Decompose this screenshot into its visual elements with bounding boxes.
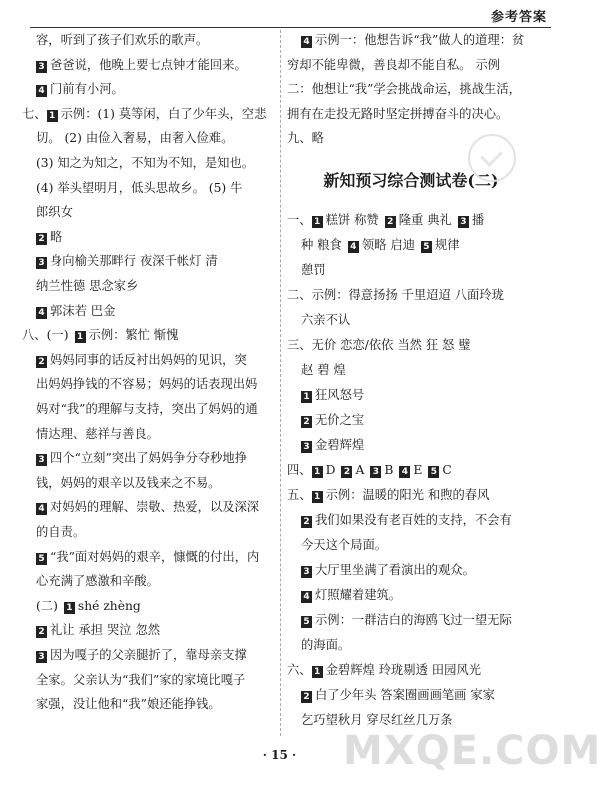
item-number-badge: 2 xyxy=(301,516,312,528)
answer-text: 钱，妈妈的艰辛以及钱来之不易。 xyxy=(36,475,221,490)
section-number: 五、 xyxy=(287,488,312,502)
item-number-badge: 2 xyxy=(36,356,47,368)
answer-text: 二：他想让“我”学会挑战命运，挑战生活， xyxy=(287,82,521,97)
answer-line xyxy=(22,227,280,247)
item-number-badge: 1 xyxy=(64,602,75,614)
answer-line xyxy=(22,276,280,296)
header-title: 参考答案 xyxy=(490,10,547,25)
section-number: 八、 xyxy=(22,328,47,343)
answer-text: 穷却不能卑微，善良却不能自私。 示例 xyxy=(287,57,500,72)
answer-text: 四个“立刻”突出了妈妈争分夺秒地挣 xyxy=(50,451,248,466)
answer-text: 略 xyxy=(50,229,63,244)
item-number-badge: 3 xyxy=(36,61,47,73)
answer-line xyxy=(287,435,535,455)
item-number-badge: 3 xyxy=(458,216,469,228)
answer-text: 身向榆关那畔行 夜深千帐灯 清 xyxy=(50,254,218,269)
answer-line xyxy=(287,585,535,605)
answer-text: 无价 恋恋/依依 当然 狂 怒 璧 xyxy=(311,338,471,352)
section-number: 三、 xyxy=(287,338,312,352)
section-number: 一、 xyxy=(287,213,312,227)
page-header xyxy=(30,0,551,28)
item-number-badge: 3 xyxy=(36,651,47,663)
answer-text: 白了少年头 答案圈画画笔画 家家 xyxy=(315,688,495,702)
answer-line xyxy=(287,360,535,380)
item-number-badge: 1 xyxy=(312,216,323,228)
answer-line xyxy=(22,670,280,690)
answer-text: (4) 举头望明月，低头思故乡。 (5) 牛 xyxy=(36,180,243,195)
answer-text: 我们如果没有老百姓的支持，不会有 xyxy=(315,513,512,527)
answer-text: 家强，没让他和“我”娘还能挣钱。 xyxy=(36,697,221,712)
answer-text: 憩罚 xyxy=(301,263,326,277)
answer-line xyxy=(22,301,280,321)
section-title: 新知预习综合测试卷(二) xyxy=(323,171,499,190)
answer-line xyxy=(22,128,280,148)
answer-line xyxy=(22,694,280,714)
answer-line xyxy=(22,153,280,173)
answer-text: 郎织女 xyxy=(36,205,73,220)
answer-line xyxy=(287,410,535,430)
item-number-badge: 3 xyxy=(36,257,47,269)
item-number-badge: 2 xyxy=(341,466,352,478)
answer-text: 对妈妈的理解、崇敬、热爱，以及深深 xyxy=(50,500,260,515)
answer-text: 示例一：他想告诉“我”做人的道理：贫 xyxy=(315,33,525,47)
answer-line xyxy=(22,645,280,665)
item-number-badge: 4 xyxy=(348,241,359,253)
item-number-badge: 4 xyxy=(301,36,312,48)
answer-line xyxy=(22,374,280,394)
answer-line xyxy=(287,30,535,50)
answer-line xyxy=(22,620,280,640)
item-number-badge: 4 xyxy=(36,307,47,319)
item-number-badge: 3 xyxy=(301,566,312,578)
answer-line xyxy=(22,30,280,50)
answer-text: 播 xyxy=(471,213,485,227)
item-number-badge: 1 xyxy=(312,466,323,478)
answer-line xyxy=(287,385,535,405)
answer-text: 妈对“我”的理解与支持，突出了妈妈的通 xyxy=(36,402,258,416)
answer-line xyxy=(287,104,535,124)
answer-text: 切。 (2) 由俭入奢易，由奢入俭难。 xyxy=(36,131,234,146)
answer-text: D xyxy=(325,463,336,477)
answer-text: 灯照耀着建筑。 xyxy=(315,588,402,602)
answer-line xyxy=(22,448,280,468)
answer-text: 乞巧望秋月 穿尽红丝几万条 xyxy=(301,713,453,727)
answer-text: (一) xyxy=(46,328,69,343)
answer-line xyxy=(287,710,535,730)
answer-text: 今天这个局面。 xyxy=(301,538,388,552)
answer-text: 金碧辉煌 玲珑剔透 田园风光 xyxy=(325,663,481,677)
section-number: 四、 xyxy=(287,463,312,477)
answer-text: 糕饼 称赞 xyxy=(325,213,379,227)
answer-line xyxy=(22,325,280,345)
answer-text: 隆重 典礼 xyxy=(398,213,452,227)
item-number-badge: 2 xyxy=(36,233,47,245)
answer-line xyxy=(287,660,535,680)
answer-text: A xyxy=(355,463,365,477)
answer-line xyxy=(22,424,280,444)
answer-text: 全家。父亲认为“我们”家的家境比嘎子 xyxy=(36,672,246,687)
answer-line xyxy=(22,522,280,542)
item-number-badge: 3 xyxy=(36,454,47,466)
answer-text: 赵 碧 煌 xyxy=(301,363,346,377)
answer-text: 情达理、慈祥与善良。 xyxy=(36,426,159,441)
item-number-badge: 4 xyxy=(36,503,47,515)
answer-text: C xyxy=(442,463,452,477)
item-number-badge: 3 xyxy=(301,441,312,453)
item-number-badge: 4 xyxy=(301,591,312,603)
answer-text: 狂风怒号 xyxy=(315,388,365,402)
answer-line xyxy=(287,460,535,480)
item-number-badge: 3 xyxy=(370,466,381,478)
answer-line xyxy=(22,596,280,616)
answer-text: 出妈妈挣钱的不容易；妈妈的话表现出妈 xyxy=(36,377,258,392)
answer-text: 示例：(1) 莫等闲，白了少年头，空悲 xyxy=(60,106,267,121)
answer-line xyxy=(22,473,280,493)
item-number-badge: 5 xyxy=(301,616,312,628)
section-number: 九、 xyxy=(287,131,312,146)
watermark-stamp-icon xyxy=(468,134,516,182)
answer-line xyxy=(22,202,280,222)
answer-text: 的自责。 xyxy=(36,525,86,539)
answer-line xyxy=(287,535,535,555)
answer-text: 爸爸说，他晚上要七点钟才能回来。 xyxy=(50,57,247,72)
watermark-text: MXQE.COM xyxy=(343,728,601,774)
answer-text: 妈妈同事的话反衬出妈妈的见识，突 xyxy=(50,352,247,367)
answer-text: B xyxy=(384,463,394,477)
answer-text: 领略 启迪 xyxy=(361,238,415,252)
answer-text: 大厅里坐满了看演出的观众。 xyxy=(315,563,475,577)
answer-line xyxy=(22,55,280,75)
answer-line xyxy=(287,560,535,580)
section-number: 六、 xyxy=(287,663,312,677)
section-number: 七、 xyxy=(22,106,47,121)
answer-text: 容，听到了孩子们欢乐的歌声。 xyxy=(36,33,209,47)
answer-line xyxy=(22,251,280,271)
answer-line xyxy=(22,79,280,99)
answer-line xyxy=(287,635,535,655)
item-number-badge: 4 xyxy=(399,466,410,478)
answer-line xyxy=(22,399,280,419)
answer-line xyxy=(287,610,535,630)
page-number: · 15 · xyxy=(262,748,297,762)
answer-text: 规律 xyxy=(434,238,460,252)
item-number-badge: 2 xyxy=(301,416,312,428)
answer-text: 种 粮食 xyxy=(301,238,342,252)
answer-text: 示例：温暖的阳光 和煦的春风 xyxy=(325,488,490,502)
answer-text: E xyxy=(413,463,423,477)
item-number-badge: 1 xyxy=(312,491,323,503)
answer-line xyxy=(287,485,535,505)
answer-text: 的海面。 xyxy=(301,638,351,652)
answer-line xyxy=(22,547,280,567)
item-number-badge: 5 xyxy=(428,466,439,478)
item-number-badge: 4 xyxy=(36,85,47,97)
answer-text: 无价之宝 xyxy=(315,413,365,427)
answer-line xyxy=(287,55,535,75)
item-number-badge: 2 xyxy=(36,626,47,638)
answer-text: 示例：繁忙 惭愧 xyxy=(88,328,179,343)
answer-text: 郭沫若 巴金 xyxy=(50,303,116,318)
answer-text: 示例：得意扬扬 千里迢迢 八面玲珑 xyxy=(311,288,504,302)
answer-line xyxy=(287,235,535,255)
item-number-badge: 5 xyxy=(36,553,47,565)
answer-text: 拥有在走投无路时坚定拼搏奋斗的决心。 xyxy=(287,106,509,121)
item-number-badge: 1 xyxy=(301,391,312,403)
answer-line xyxy=(287,210,535,230)
item-number-badge: 2 xyxy=(301,691,312,703)
item-number-badge: 1 xyxy=(312,666,323,678)
answer-line xyxy=(287,79,535,99)
item-number-badge: 2 xyxy=(385,216,396,228)
answer-text: 六亲不认 xyxy=(301,313,351,327)
answer-line xyxy=(287,310,535,330)
answer-line xyxy=(22,350,280,370)
answer-text: (二) xyxy=(36,598,58,613)
answer-text: 门前有小河。 xyxy=(50,82,124,97)
item-number-badge: 1 xyxy=(47,110,58,122)
answer-text: (3) 知之为知之，不知为不知，是知也。 xyxy=(36,156,255,170)
item-number-badge: 5 xyxy=(421,241,432,253)
answer-text: 示例：一群洁白的海鸥飞过一望无际 xyxy=(315,613,512,627)
answer-line xyxy=(22,497,280,517)
answer-line xyxy=(287,510,535,530)
answer-line xyxy=(287,285,535,305)
column-divider xyxy=(280,30,281,736)
answer-text: 心充满了感激和辛酸。 xyxy=(36,574,159,589)
answer-line xyxy=(22,104,280,124)
answer-text: 因为嘎子的父亲腿折了，靠母亲支撑 xyxy=(50,648,247,662)
answer-text: 纳兰性德 思念家乡 xyxy=(36,279,139,293)
answer-line xyxy=(287,335,535,355)
answer-text: “我”面对妈妈的艰辛，慷慨的付出，内 xyxy=(50,549,260,564)
answer-text: 金碧辉煌 xyxy=(315,438,365,452)
answer-text: shé zhèng xyxy=(77,598,141,613)
answer-text: 礼让 承担 哭泣 忽然 xyxy=(50,623,161,638)
answer-line xyxy=(287,260,535,280)
answer-line xyxy=(287,685,535,705)
section-number: 二、 xyxy=(287,288,312,302)
answer-line xyxy=(22,571,280,591)
answer-text: 略 xyxy=(311,131,324,146)
answer-line xyxy=(22,178,280,198)
item-number-badge: 1 xyxy=(75,331,86,343)
